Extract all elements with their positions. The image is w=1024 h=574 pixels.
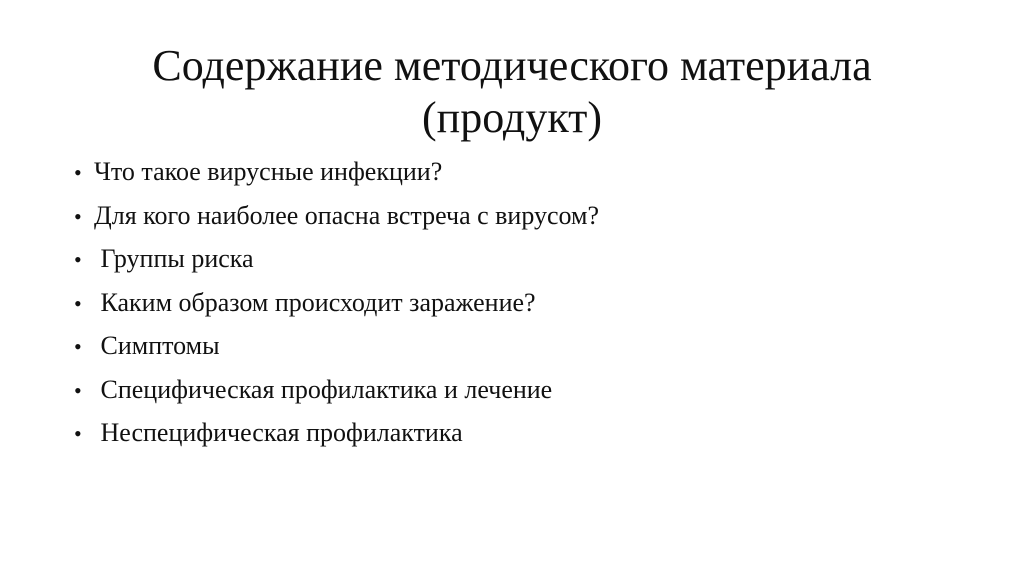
bullet-item-6 <box>74 370 934 414</box>
slide-title-line-1: Содержание методического материала <box>152 41 872 90</box>
bullet-item-3 <box>74 239 934 283</box>
bullet-text: Симптомы <box>94 331 220 360</box>
bullet-text: Неспецифическая профилактика <box>94 418 463 447</box>
bullet-text: Что такое вирусные инфекции? <box>94 157 443 186</box>
bullet-text: Для кого наиболее опасна встреча с вирусом? <box>94 200 600 230</box>
bullet-icon: • <box>74 160 82 185</box>
slide-title-line-2: (продукт) <box>422 93 602 142</box>
bullet-icon: • <box>74 334 82 359</box>
slide-title <box>60 40 964 144</box>
bullet-item-5 <box>74 326 934 370</box>
bullet-item-4 <box>74 283 934 327</box>
bullet-item-1 <box>74 152 934 196</box>
bullet-icon: • <box>74 203 82 229</box>
bullet-icon: • <box>74 247 82 272</box>
bullet-text: Каким образом происходит заражение? <box>94 287 536 317</box>
bullet-icon: • <box>74 421 82 446</box>
bullet-item-2 <box>74 196 934 240</box>
bullet-icon: • <box>74 377 82 403</box>
bullet-item-7 <box>74 413 934 457</box>
bullet-icon: • <box>74 290 82 316</box>
bullet-list <box>74 152 934 457</box>
bullet-text: Группы риска <box>94 244 254 273</box>
bullet-text: Специфическая профилактика и лечение <box>94 374 553 404</box>
